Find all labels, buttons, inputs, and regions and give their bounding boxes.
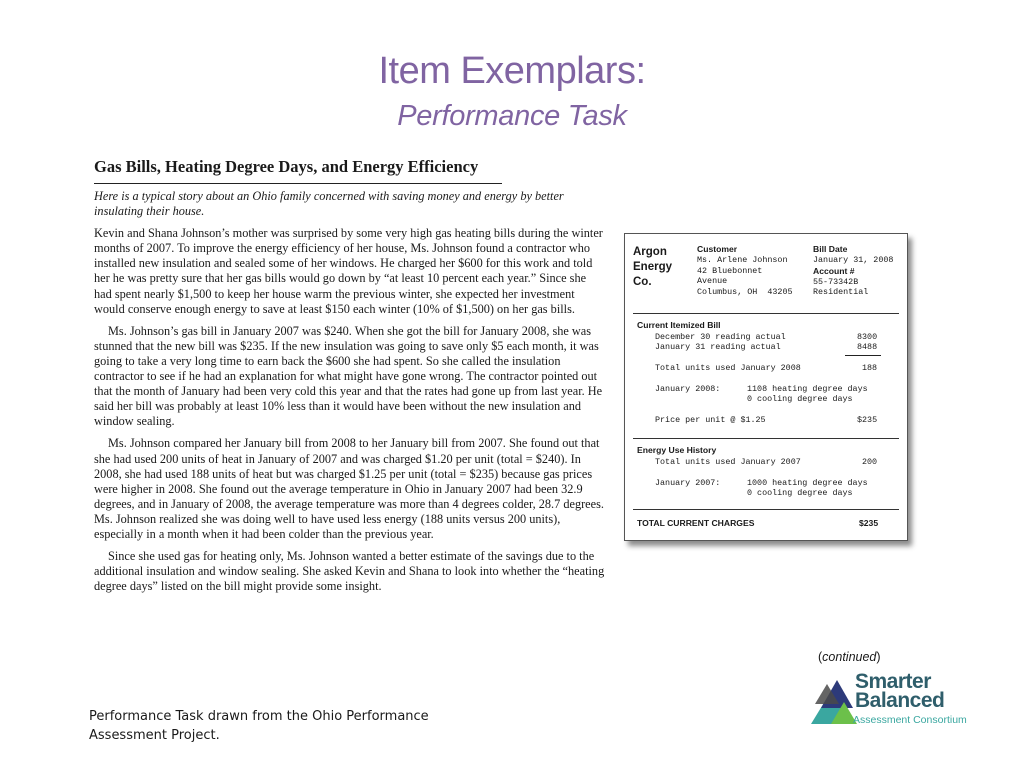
price-value: $235 (857, 415, 878, 425)
continued-word: continued (822, 650, 877, 664)
divider-1 (633, 313, 899, 314)
history-units-label: Total units used January 2007 (655, 457, 801, 467)
customer-line-1: Ms. Arlene Johnson (697, 255, 788, 265)
customer-line-4: Columbus, OH 43205 (697, 286, 793, 297)
company-line-2: Energy (633, 261, 672, 273)
dd2007-line2: 0 cooling degree days (747, 488, 853, 498)
dd2008-line2: 0 cooling degree days (747, 394, 853, 404)
history-label: Energy Use History (637, 445, 717, 455)
article (94, 157, 606, 601)
customer-line-2: 42 Bluebonnet (697, 265, 763, 276)
footer-line-1: Performance Task drawn from the Ohio Performance (89, 709, 429, 724)
logo-text-smarter: Smarter (855, 670, 931, 693)
total-units-value: 188 (862, 363, 878, 373)
divider-3 (633, 509, 899, 510)
bill-date: January 31, 2008 (813, 255, 894, 265)
logo-text-balanced: Balanced (855, 689, 945, 712)
bill-company (633, 245, 672, 290)
slide-subtitle: Performance Task (397, 100, 627, 132)
article-intro: Here is a typical story about an Ohio family concerned with saving money and energy by better insulating their house. (94, 189, 564, 219)
heading-rule (94, 183, 502, 184)
dd2007-label: January 2007: (655, 478, 721, 488)
account-number: 55-73342B (813, 276, 859, 287)
dd2007-line1: 1000 heating degree days (747, 478, 868, 488)
history-units-value: 200 (862, 457, 878, 467)
continued-note (818, 650, 881, 664)
dd2008-label: January 2008: (655, 384, 721, 394)
company-line-1: Argon (633, 246, 667, 258)
itemized-label: Current Itemized Bill (637, 320, 721, 330)
footer-line-2: Assessment Project. (89, 728, 220, 743)
company-line-3: Co. (633, 276, 652, 288)
customer-line-3: Avenue (697, 276, 728, 286)
logo-text-consortium: Assessment Consortium (853, 714, 967, 726)
sum-rule (845, 355, 881, 356)
reading1-value: 8300 (857, 332, 878, 342)
dd2008-line1: 1108 heating degree days (747, 384, 868, 394)
customer-label: Customer (697, 244, 738, 254)
reading2-value: 8488 (857, 342, 878, 352)
smarter-balanced-logo (811, 672, 981, 728)
customer-block (697, 244, 793, 297)
continued-close: ) (876, 650, 881, 664)
total-units-label: Total units used January 2008 (655, 363, 801, 373)
bill-date-block (813, 244, 893, 298)
reading1-label: December 30 reading actual (655, 332, 786, 342)
slide-title: Item Exemplars: (378, 50, 646, 92)
account-label: Account # (813, 265, 855, 276)
divider-2 (633, 438, 899, 439)
total-charges-label: TOTAL CURRENT CHARGES (637, 518, 755, 528)
logo-triangles-icon (811, 674, 857, 728)
article-paragraph-4: Since she used gas for heating only, Ms. Johnson wanted a better estimate of the savings due to the additional insulation and window sealing. She asked Kevin and Shana to look into whether the “heating degree days” listed on the bill might provide some insight. (94, 549, 605, 594)
article-paragraph-2: Ms. Johnson’s gas bill in January 2007 was $240. When she got the bill for January 2008, she was stunned that the new bill was $235. If the new insulation was going to save only $5 each month, it was going to take a very long time to earn back the $600 she had spent. So she called the insulation contractor to see if he had an explanation for what might have gone wrong. The contractor pointed out that the month of January had been very cold this year and that the rates had gone up from last year. He said her bill was probably at least 10% less than it would have been without the new insulation and window sealing. (94, 323, 603, 429)
source-footer (89, 707, 449, 745)
article-paragraph-3: Ms. Johnson compared her January bill from 2008 to her January bill from 2007. She found out that she had used 200 units of heat in January of 2007 and was charged $1.20 per unit (total = $240). In 2008, she had used 188 units of heat but was charged $1.25 per unit (total = $235) because gas prices were higher in 2008. She found out the average temperature in Ohio in January 2007 had been 32.9 degrees, and in January of 2008, the average temperature was more than 4 degrees colder, 28.7 degrees. Ms. Johnson realized she was doing well to have used less energy (188 units versus 200 units), especially in a month when it had been colder than the previous year. (94, 436, 604, 541)
gas-bill (624, 233, 908, 541)
article-paragraph-1: Kevin and Shana Johnson’s mother was surprised by some very high gas heating bills during the winter months of 2007. To improve the energy efficiency of her house, Ms. Johnson found a contractor who installed new insulation and sealed some of her windows. He charged her $600 for this work and told her he was pretty sure that her gas bills would go down by “at least 10 percent each year.” Since she had spent nearly $1,500 to keep her house warm the previous winter, she expected her investment would conserve enough energy to save at least $150 each winter (10% of $1,500) on her gas bills. (94, 226, 603, 316)
total-charges-value: $235 (859, 518, 879, 528)
price-label: Price per unit @ $1.25 (655, 415, 766, 425)
account-type: Residential (813, 287, 869, 297)
bill-date-label: Bill Date (813, 244, 848, 254)
reading2-label: January 31 reading actual (655, 342, 781, 352)
continued-open: ( (818, 650, 823, 664)
article-heading: Gas Bills, Heating Degree Days, and Energy Efficiency (94, 157, 479, 176)
